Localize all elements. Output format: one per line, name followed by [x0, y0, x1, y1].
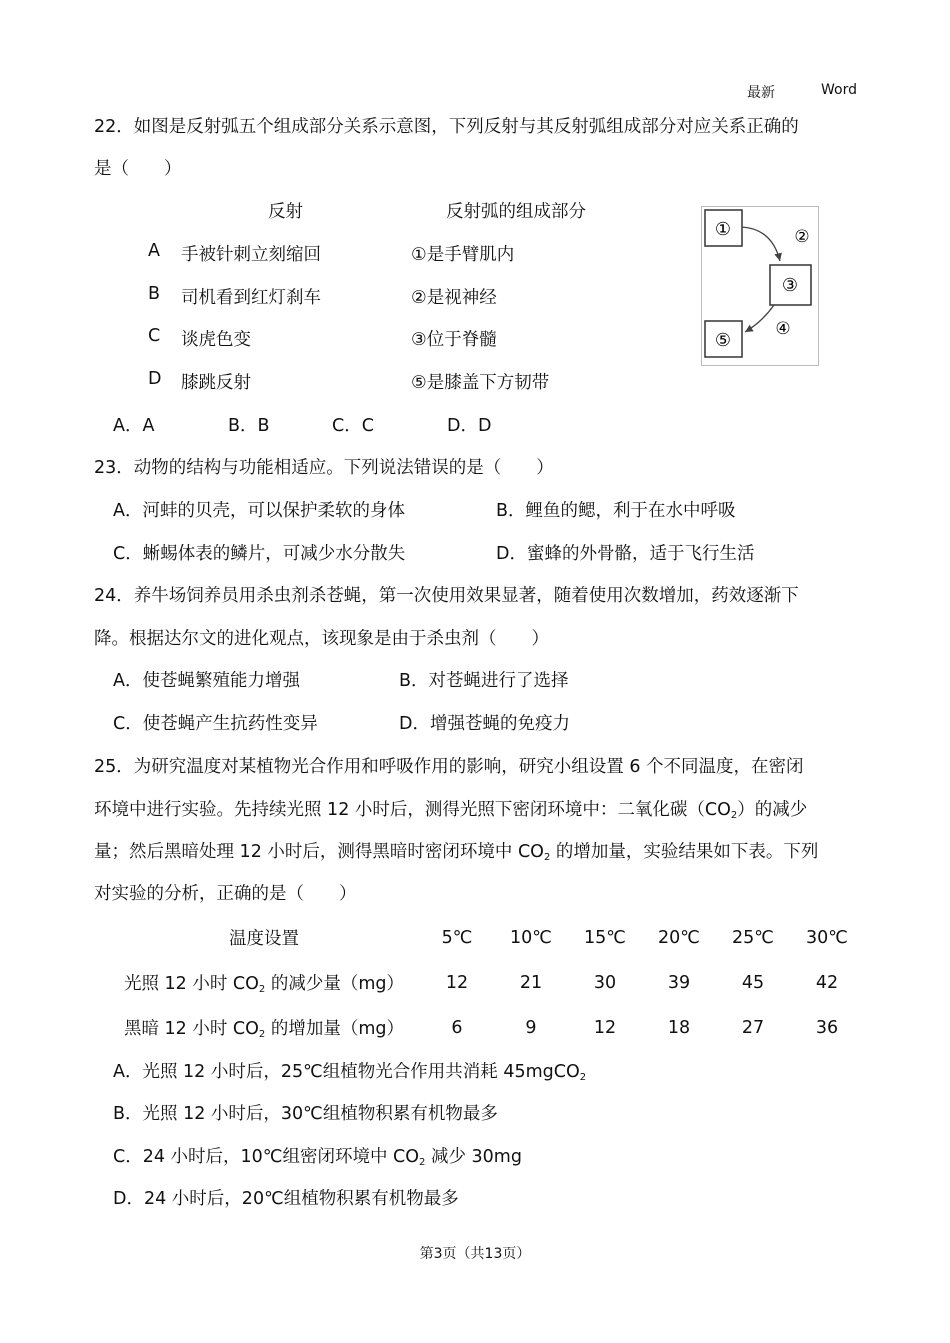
- q25-option-d: D．24 小时后，20℃组植物积累有机物最多: [113, 1189, 459, 1209]
- q22-row-b-letter: B: [148, 284, 161, 304]
- q25-option-b: B．光照 12 小时后，30℃组植物积累有机物最多: [113, 1104, 498, 1124]
- table-cell: 12: [445, 972, 469, 993]
- table-header-temperature: 温度设置: [229, 929, 299, 949]
- q22-option-d: D．D: [447, 416, 492, 436]
- q24-option-b: B．对苍蝇进行了选择: [399, 671, 569, 691]
- q24-option-a: A．使苍蝇繁殖能力增强: [113, 671, 300, 691]
- table-row-light-label: 光照 12 小时 $CO_2$ 的减少量（mg）: [123, 974, 405, 995]
- table-cell: 9: [525, 1017, 537, 1038]
- reflex-arc-svg: [702, 207, 818, 365]
- header-left: 最新: [747, 85, 775, 101]
- diagram-arrow-2: [742, 227, 780, 261]
- q22-row-b-part: ②是视神经: [411, 288, 497, 308]
- diagram-label-4: ④: [775, 319, 791, 339]
- q22-row-a-part: ①是手臂肌内: [411, 245, 515, 265]
- q23-option-d: D．蜜蜂的外骨骼，适于飞行生活: [496, 544, 755, 564]
- table-row: [108, 960, 864, 1005]
- table-cell: 30: [593, 972, 617, 993]
- table-cell: 6: [451, 1017, 463, 1038]
- q24-stem-line1: 24．养牛场饲养员用杀虫剂杀苍蝇，第一次使用效果显著，随着使用次数增加，药效逐渐下: [94, 586, 799, 606]
- diagram-label-1: ①: [714, 219, 732, 240]
- table-cell: 42: [815, 972, 839, 993]
- q25-stem-line4: 对实验的分析，正确的是（ ）: [94, 884, 357, 904]
- q24-option-d: D．增强苍蝇的免疫力: [399, 714, 570, 734]
- experiment-table: [108, 915, 864, 1050]
- table-temp: 5℃: [441, 927, 473, 948]
- table-cell: 45: [741, 972, 765, 993]
- q25-stem-line2: 环境中进行实验。先持续光照 12 小时后，测得光照下密闭环境中：二氧化碳$(CO_2)$的减少: [94, 800, 808, 821]
- q25-stem-line3: 量；然后黑暗处理 12 小时后，测得黑暗时密闭环境中 $CO_2$ 的增加量，实验结果如下表。下列: [94, 842, 819, 863]
- q25-option-a: A．光照 12 小时后，25℃组植物光合作用共消耗 45mgCO$_2$: [113, 1062, 587, 1083]
- table-temp: 20℃: [658, 927, 700, 948]
- q23-option-b: B．鲤鱼的鳃，利于在水中呼吸: [496, 501, 736, 521]
- q22-row-c-part: ③位于脊髓: [411, 330, 497, 350]
- table-row-dark-label: 黑暗 12 小时 $CO_2$ 的增加量（mg）: [123, 1019, 405, 1040]
- diagram-label-3: ③: [781, 275, 799, 296]
- reflex-arc-diagram: [701, 206, 819, 366]
- diagram-label-2: ②: [794, 227, 810, 247]
- q22-col-reflex-header: 反射: [268, 202, 303, 222]
- q24-stem-line2: 降。根据达尔文的进化观点，该现象是由于杀虫剂（ ）: [94, 629, 549, 649]
- q23-option-c: C．蜥蜴体表的鳞片，可减少水分散失: [113, 544, 406, 564]
- q22-row-c-reflex: 谈虎色变: [181, 330, 251, 350]
- table-cell: 18: [667, 1017, 691, 1038]
- table-cell: 21: [519, 972, 543, 993]
- q22-stem-line1: 22．如图是反射弧五个组成部分关系示意图，下列反射与其反射弧组成部分对应关系正确的: [94, 117, 799, 137]
- table-temp: 25℃: [732, 927, 774, 948]
- table-cell: 12: [593, 1017, 617, 1038]
- table-temp: 15℃: [584, 927, 626, 948]
- q22-row-b-reflex: 司机看到红灯刹车: [181, 288, 321, 308]
- table-row: [108, 915, 864, 960]
- q24-option-c: C．使苍蝇产生抗药性变异: [113, 714, 318, 734]
- q22-option-a: A．A: [113, 416, 155, 436]
- q22-option-b: B．B: [228, 416, 270, 436]
- q22-row-a-letter: A: [148, 241, 160, 261]
- q22-row-d-reflex: 膝跳反射: [181, 373, 251, 393]
- q22-row-d-letter: D: [148, 369, 162, 389]
- q25-option-c: C．24 小时后，10℃组密闭环境中 $CO_2$ 减少 30mg: [113, 1147, 522, 1168]
- q22-col-part-header: 反射弧的组成部分: [446, 202, 586, 222]
- q22-row-c-letter: C: [148, 326, 161, 346]
- diagram-label-5: ⑤: [714, 330, 732, 351]
- q25-stem-line1: 25．为研究温度对某植物光合作用和呼吸作用的影响，研究小组设置 6 个不同温度，在密闭: [94, 757, 804, 777]
- q22-row-d-part: ⑤是膝盖下方韧带: [411, 373, 550, 393]
- header-right: Word: [821, 82, 857, 98]
- q22-row-a-reflex: 手被针刺立刻缩回: [181, 245, 321, 265]
- page-footer: 第3页（共13页）: [419, 1246, 531, 1262]
- table-temp: 30℃: [806, 927, 848, 948]
- table-cell: 27: [741, 1017, 765, 1038]
- q23-option-a: A．河蚌的贝壳，可以保护柔软的身体: [113, 501, 405, 521]
- q23-stem: 23．动物的结构与功能相适应。下列说法错误的是（ ）: [94, 458, 554, 478]
- table-cell: 36: [815, 1017, 839, 1038]
- q22-option-c: C．C: [332, 416, 374, 436]
- table-cell: 39: [667, 972, 691, 993]
- table-row: [108, 1005, 864, 1050]
- diagram-arrow-4: [745, 305, 774, 332]
- q22-stem-line2: 是（ ）: [94, 159, 182, 179]
- table-temp: 10℃: [510, 927, 552, 948]
